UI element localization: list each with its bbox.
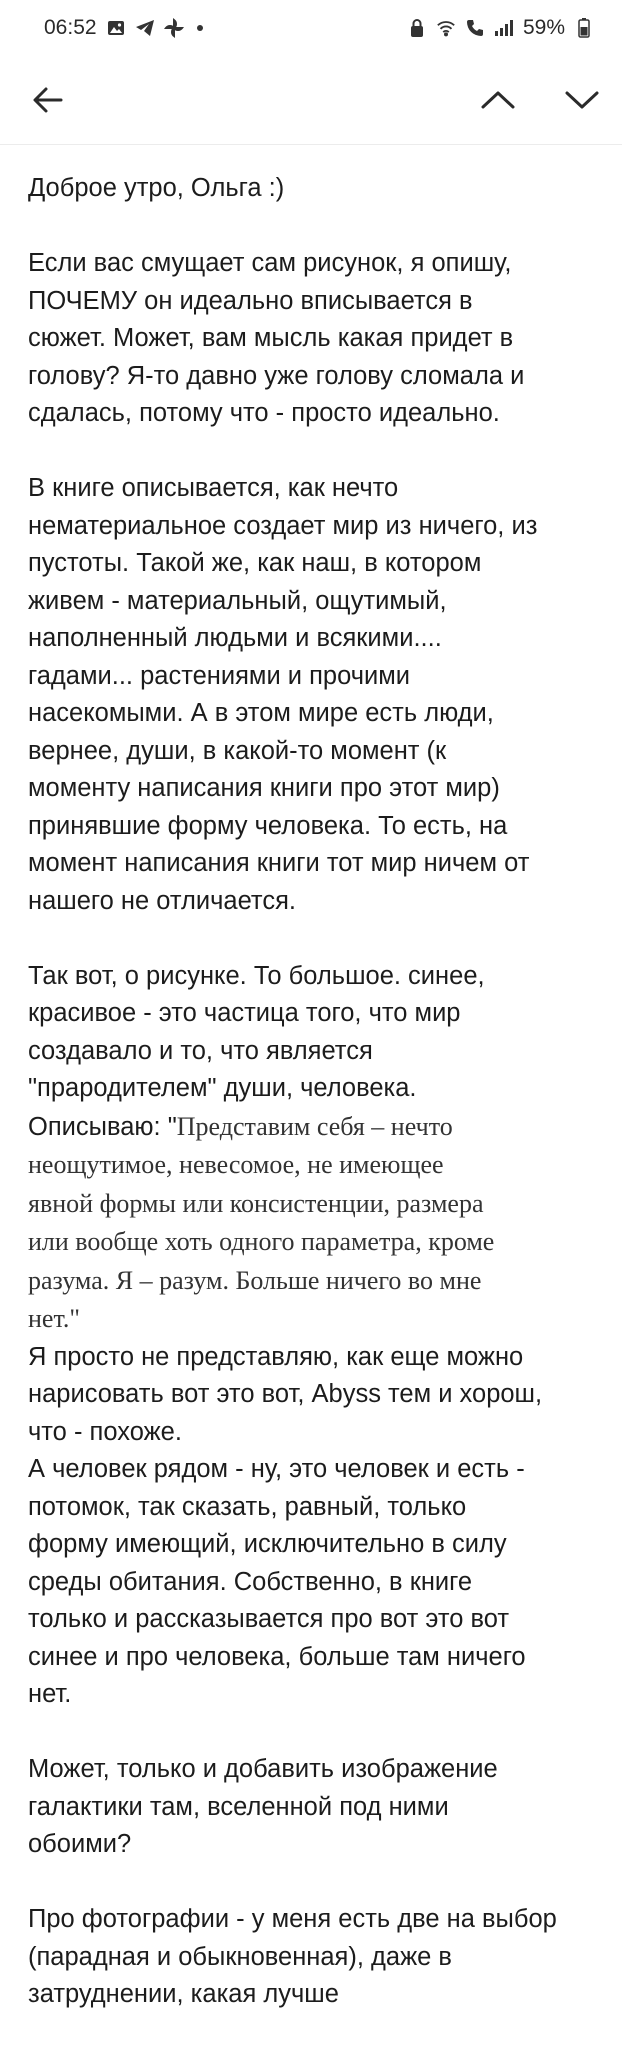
telegram-icon: [135, 18, 155, 38]
pinwheel-icon: [164, 18, 184, 38]
paragraph-photos: Про фотографии - у меня есть две на выбор (парадная и обыкновенная), даже в затруднении, какая лучше: [28, 1905, 557, 2008]
paragraph-abyss-and-human: Я просто не представляю, как еще можно нарисовать вот это вот, Abyss тем и хорош, что - похоже. А человек рядом - ну, это человек и есть - потомок, так сказать, равный, только форму имеющий, исключительно в силу среды обитания. Собственно, в книге только и рассказывается про вот это вот синее и про человека, больше там ничего нет.: [28, 1342, 543, 1708]
message-body: [28, 170, 598, 2051]
chevron-up-icon: [480, 88, 516, 112]
next-message-button[interactable]: [552, 70, 612, 130]
chevron-down-icon: [564, 88, 600, 112]
paragraph-book-description: В книге описывается, как нечто нематериальное создает мир из ничего, из пустоты. Такой же, как наш, в котором живем - материальный, ощутимый, наполненный людьми и всякими.... гадами... растениями и прочими насекомыми. А в этом мире есть люди, вернее, души, в какой-то момент (к моменту написания книги про этот мир) принявшие форму человека. То есть, на момент написания книги тот мир ничем от нашего не отличается.: [28, 474, 538, 915]
about-drawing-intro: Так вот, о рисунке. То большое. синее, красивое - это частица того, что мир создавало и то, что является "прародителем" души, человека. Описываю: ": [28, 961, 485, 1141]
status-left: [44, 16, 203, 40]
battery-icon: [574, 18, 594, 38]
message-toolbar: [0, 56, 622, 145]
image-icon: [106, 18, 126, 38]
book-quote: Представим себя – нечто неощутимое, невесомое, не имеющее явной формы или консистенции, размера или вообще хоть одного параметра, кроме разума. Я – разум. Больше ничего во мне нет.": [28, 1111, 495, 1333]
status-bar: [0, 0, 622, 56]
wifi-icon: [436, 18, 456, 38]
greeting-text: Доброе утро, Ольга :): [28, 174, 285, 202]
call-icon: [465, 18, 485, 38]
lock-icon: [407, 18, 427, 38]
status-right: [407, 16, 594, 40]
signal-icon: [494, 18, 514, 38]
paragraph-drawing-explanation: Если вас смущает сам рисунок, я опишу, ПОЧЕМУ он идеально вписывается в сюжет. Может, вам мысль какая придет в голову? Я-то давно уже голову сломала и сдалась, потому что - просто идеально.: [28, 249, 525, 427]
paragraph-galaxy-suggestion: Может, только и добавить изображение галактики там, вселенной под ними обоими?: [28, 1755, 498, 1858]
paragraph-about-drawing: [28, 958, 598, 1339]
arrow-left-icon: [31, 83, 65, 117]
back-button[interactable]: [18, 70, 78, 130]
battery-percent: 59%: [522, 16, 565, 39]
status-time: 06:52: [44, 16, 97, 39]
previous-message-button[interactable]: [468, 70, 528, 130]
notification-dot-icon: [197, 25, 203, 31]
